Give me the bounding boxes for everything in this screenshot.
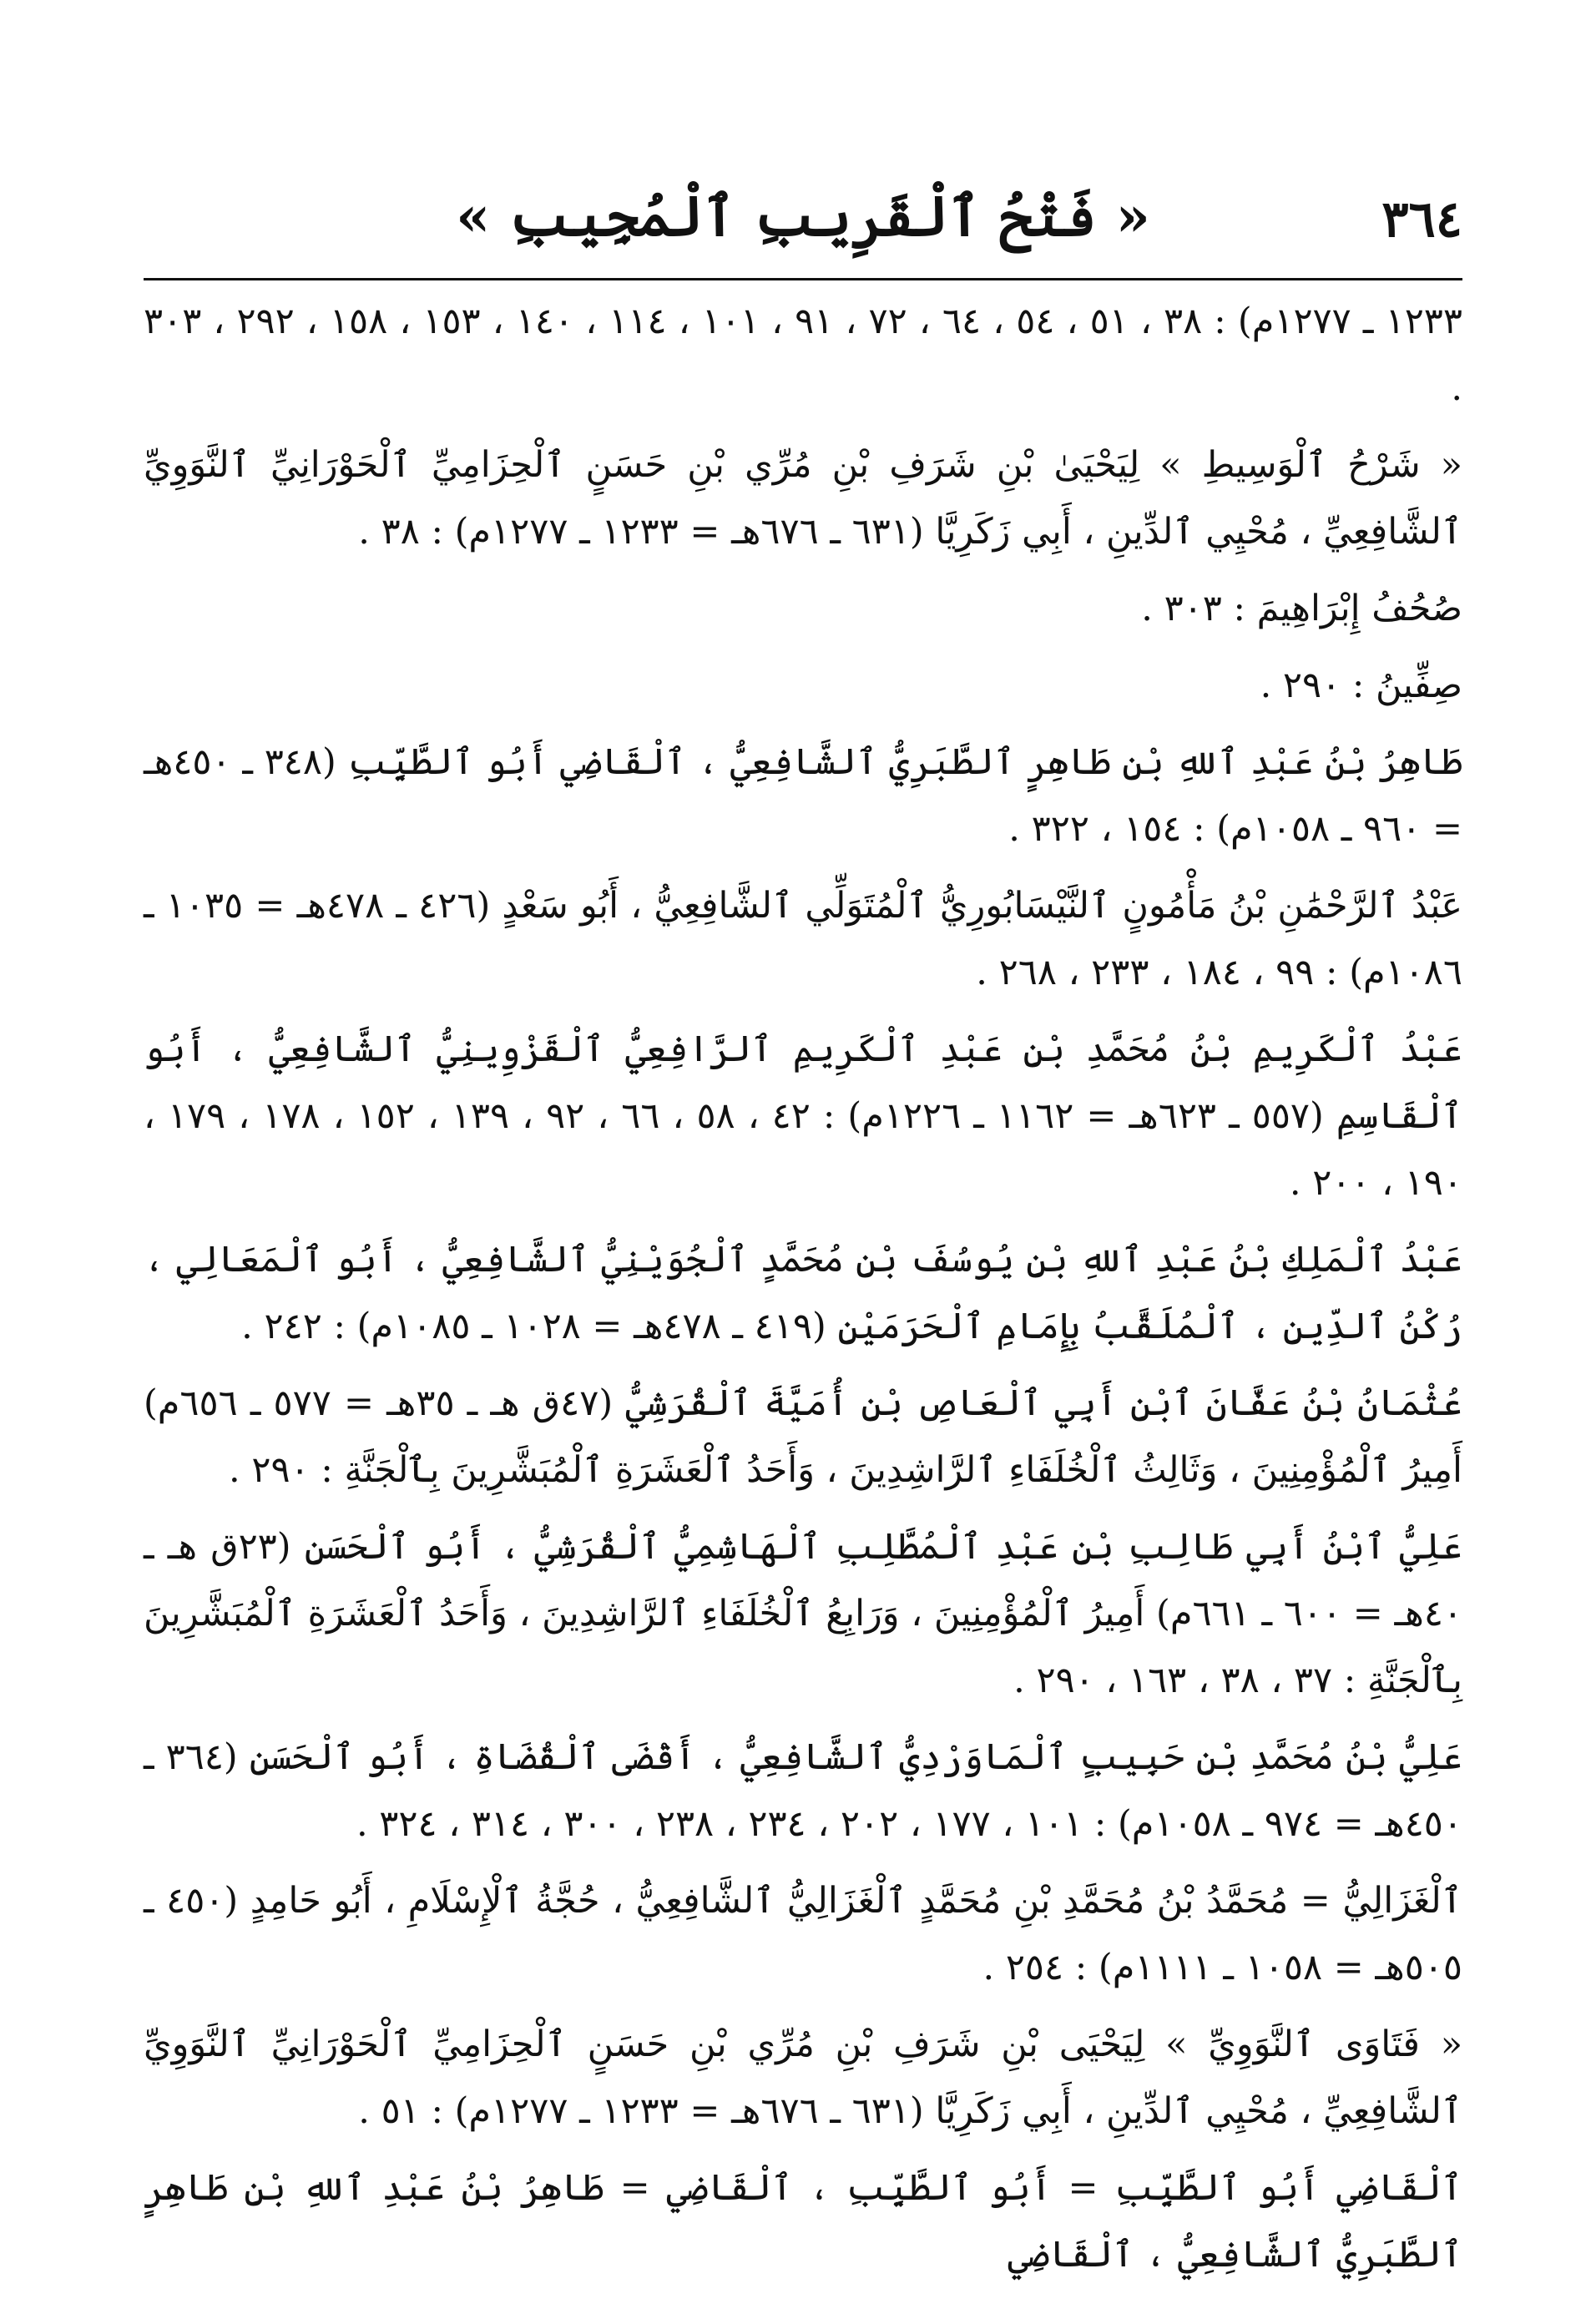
index-entry: « فَتَاوَى ٱلنَّوَوِيِّ » لِيَحْيَى بْنِ شَرَفِ بْنِ مُرِّي بْنِ حَسَنٍ ٱلْحِزَامِيِّ ٱلْحَوْرَانِيِّ ٱلنَّوَوِيِّ ٱلشَّافِعِيِّ ، مُحْيِي ٱلدِّينِ ، أَبِي زَكَرِيَّا (٦٣١ ـ ٦٧٦هـ = ١٢٣٣ ـ ١٢٧٧م) : ٥١ .: [144, 2024, 1462, 2132]
index-entry: ٱلْقَاضِي أَبُو ٱلطَّيِّبِ = أَبُو ٱلطَّيِّبِ ، ٱلْقَاضِي = طَاهِرُ بْنُ عَبْدِ ٱللهِ بْنِ طَاهِرٍ ٱلطَّبَرِيُّ ٱلشَّافِعِيُّ ، ٱلْقَاضِي: [144, 2167, 1462, 2276]
index-entry: عَبْدُ ٱلْمَلِكِ بْنُ عَبْدِ ٱللهِ بْنِ يُوسُفَ بْنِ مُحَمَّدٍ ٱلْجُوَيْنِيُّ ٱلشَّافِعِيُّ ، أَبُو ٱلْمَعَالِي ، رُكْنُ ٱلدِّينِ ، ٱلْمُلَقَّبُ بِإِمَامِ ٱلْحَرَمَيْنِ (٤١٩ ـ ٤٧٨هـ = ١٠٢٨ ـ ١٠٨٥م) : ٢٤٢ .: [144, 1239, 1462, 1347]
index-entry: عُثْمَانُ بْنُ عَفَّانَ ٱبْنِ أَبِي ٱلْعَاصِ بْنِ أُمَيَّةَ ٱلْقُرَشِيُّ (٤٧ق هـ ـ ٣٥هـ = ٥٧٧ ـ ٦٥٦م) أَمِيرُ ٱلْمُؤْمِنِينَ ، وَثَالِثُ ٱلْخُلَفَاءِ ٱلرَّاشِدِينَ ، وَأَحَدُ ٱلْعَشَرَةِ ٱلْمُبَشَّرِينَ بِٱلْجَنَّةِ : ٢٩٠ .: [144, 1382, 1462, 1491]
index-entries: [144, 288, 1462, 2298]
index-entry: صِفِّينُ : ٢٩٠ .: [1260, 664, 1462, 706]
index-entry: طَاهِرُ بْنُ عَبْدِ ٱللهِ بْنِ طَاهِرٍ ٱلطَّبَرِيُّ ٱلشَّافِعِيُّ ، ٱلْقَاضِي أَبُو ٱلطَّيِّبِ (٣٤٨ ـ ٤٥٠هـ = ٩٦٠ ـ ١٠٥٨م) : ١٥٤ ، ٣٢٢ .: [144, 741, 1462, 850]
index-entry: عَبْدُ ٱلرَّحْمَٰنِ بْنُ مَأْمُونٍ ٱلنَّيْسَابُورِيُّ ٱلْمُتَوَلِّي ٱلشَّافِعِيُّ ، أَبُو سَعْدٍ (٤٢٦ ـ ٤٧٨هـ = ١٠٣٥ ـ ١٠٨٦م) : ٩٩ ، ١٨٤ ، ٢٣٣ ، ٢٦٨ .: [144, 885, 1463, 993]
index-entry: ١٢٣٣ ـ ١٢٧٧م) : ٣٨ ، ٥١ ، ٥٤ ، ٦٤ ، ٧٢ ، ٩١ ، ١٠١ ، ١١٤ ، ١٤٠ ، ١٥٣ ، ١٥٨ ، ٢٩٢ ، ٣٠٣ .: [144, 301, 1462, 409]
index-entry: عَبْدُ ٱلْكَرِيمِ بْنُ مُحَمَّدِ بْنِ عَبْدِ ٱلْكَرِيمِ ٱلرَّافِعِيُّ ٱلْقَزْوِينِيُّ ٱلشَّافِعِيُّ ، أَبُو ٱلْقَاسِمِ (٥٥٧ ـ ٦٢٣هـ = ١١٦٢ ـ ١٢٢٦م) : ٤٢ ، ٥٨ ، ٦٦ ، ٩٢ ، ١٣٩ ، ١٥٢ ، ١٧٨ ، ١٧٩ ، ١٩٠ ، ٢٠٠ .: [144, 1028, 1463, 1204]
index-entry: ٱلْغَزَالِيُّ = مُحَمَّدُ بْنُ مُحَمَّدِ بْنِ مُحَمَّدٍ ٱلْغَزَالِيُّ ٱلشَّافِعِيُّ ، حُجَّةُ ٱلْإِسْلَامِ ، أَبُو حَامِدٍ (٤٥٠ ـ ٥٠٥هـ = ١٠٥٨ ـ ١١١١م) : ٢٥٤ .: [144, 1880, 1462, 1988]
header-rule: [144, 278, 1462, 280]
index-entry: عَلِيُّ بْنُ مُحَمَّدِ بْنِ حَبِيبٍ ٱلْمَاوَرْدِيُّ ٱلشَّافِعِيُّ ، أَقْضَى ٱلْقُضَاةِ ، أَبُو ٱلْحَسَنِ (٣٦٤ ـ ٤٥٠هـ = ٩٧٤ ـ ١٠٥٨م) : ١٠١ ، ١٧٧ ، ٢٠٢ ، ٢٣٤ ، ٢٣٨ ، ٣٠٠ ، ٣١٤ ، ٣٢٤ .: [144, 1736, 1462, 1845]
index-entry: عَلِيُّ ٱبْنُ أَبِي طَالِبِ بْنِ عَبْدِ ٱلْمُطَّلِبِ ٱلْهَاشِمِيُّ ٱلْقُرَشِيُّ ، أَبُو ٱلْحَسَنِ (٢٣ق هـ ـ ٤٠هـ = ٦٠٠ ـ ٦٦١م) أَمِيرُ ٱلْمُؤْمِنِينَ ، وَرَابِعُ ٱلْخُلَفَاءِ ٱلرَّاشِدِينَ ، وَأَحَدُ ٱلْعَشَرَةِ ٱلْمُبَشَّرِينَ بِٱلْجَنَّةِ : ٣٧ ، ٣٨ ، ١٦٣ ، ٢٩٠ .: [144, 1526, 1463, 1701]
page-header: [144, 175, 1462, 267]
running-title: « فَتْحُ ٱلْقَرِيبِ ٱلْمُجِيبِ »: [456, 184, 1150, 249]
index-entry: « شَرْحُ ٱلْوَسِيطِ » لِيَحْيَىٰ بْنِ شَرَفِ بْنِ مُرِّي بْنِ حَسَنٍ ٱلْحِزَامِيِّ ٱلْحَوْرَانِيِّ ٱلنَّوَوِيِّ ٱلشَّافِعِيِّ ، مُحْيِي ٱلدِّينِ ، أَبِي زَكَرِيَّا (٦٣١ ـ ٦٧٦هـ = ١٢٣٣ ـ ١٢٧٧م) : ٣٨ .: [144, 444, 1462, 553]
page-number: ٣٦٤: [1381, 190, 1462, 249]
index-entry: صُحُفُ إِبْرَاهِيمَ : ٣٠٣ .: [1141, 588, 1462, 629]
